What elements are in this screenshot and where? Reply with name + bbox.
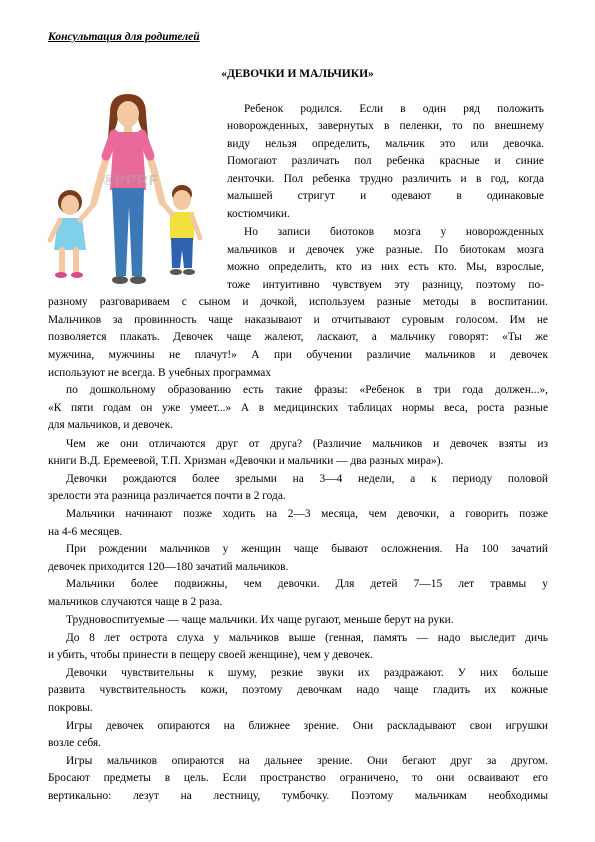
text-line: Чем же они отличаются друг от друга? (Различие мальчиков и девочек взяты из [66, 438, 548, 450]
text-line: Девочки чувствительны к шуму, резкие звуки их раздражают. У них больше [66, 667, 548, 679]
text-line: мужчина, мужчины не плачут!» А при обучении различие мальчиков и девочек [48, 349, 548, 361]
text-line: малышей стригут и одевают в одинаковые [227, 190, 544, 202]
text-line: ленточки. Пол ребенка трудно различить и в год, когда [227, 173, 544, 185]
text-line: и убить, чтобы принести в пещеру своей женщине), чем у девочек. [48, 649, 374, 661]
text-line: Ребенок родился. Если в один ряд положить [244, 103, 544, 115]
text-line: можно определить, кто из них есть кто. Мы, взрослые, [227, 261, 544, 273]
text-line: Мальчики более подвижны, чем девочки. Для детей 7—15 лет травмы у [66, 578, 548, 590]
text-line: До 8 лет острота слуха у мальчиков выше (генная, память — надо выследит дичь [66, 632, 548, 644]
text-line: новорожденных, завернутых в пеленки, то по внешнему [227, 120, 544, 132]
text-line: Трудновоспитуемые — чаще мальчики. Их чаще ругают, меньше берут на руки. [66, 614, 454, 626]
text-line: Игры девочек опираются на ближнее зрение. Они раскладывают свои игрушки [66, 720, 548, 732]
text-line: Помогают различать пол ребенка красные и синие [227, 155, 544, 167]
text-line: книги В.Д. Еремеевой, Т.П. Хризман «Девочки и мальчики — два разных мира»). [48, 455, 444, 467]
text-line: При рождении мальчиков у женщин чаще бывают осложнения. На 100 зачатий [66, 543, 548, 555]
watermark-text: ®PPRF [103, 172, 160, 189]
text-line: «К пяти годам он уже умеет...» А в медицинских таблицах нормы веса, роста разные [48, 402, 548, 414]
text-line: разному разговариваем с сыном и дочкой, используем разные методы в воспитании. [48, 296, 548, 308]
document-title: «ДЕВОЧКИ И МАЛЬЧИКИ» [221, 68, 374, 80]
text-line: Но записи биотоков мозга у новорожденных [244, 226, 544, 238]
text-line: используют не всегда. В учебных программах [48, 367, 272, 379]
text-line: тоже интуитивно чувствуем эту разницу, поэтому по- [227, 279, 544, 291]
text-line: по дошкольному образованию есть такие фразы: «Ребенок в три года должен...», [66, 384, 548, 396]
text-line: мальчиков и девочек уже разные. По биотокам мозга [227, 244, 544, 256]
text-line: возле себя. [48, 737, 101, 749]
text-line: виду нельзя определить, мальчик это или девочка. [227, 138, 544, 150]
text-line: покровы. [48, 702, 93, 714]
text-line: позволяется плакать. Девочек чаще жалеют, ласкают, а мальчику говорят: «Ты же [48, 331, 548, 343]
text-line: зрелости эта разница различается почти в 2 года. [48, 490, 286, 502]
text-line: мальчиков случаются чаще в 2 раза. [48, 596, 223, 608]
text-line: Бросают предметы в цель. Если пространство ограничено, то они осваивают его [48, 772, 548, 784]
text-line: Игры мальчиков опираются на дальнее зрение. Они бегают друг за другом. [66, 755, 548, 767]
text-line: костюмчики. [227, 208, 290, 220]
mother-with-children-illustration [40, 90, 220, 290]
text-line: Мальчики начинают позже ходить на 2—3 месяца, чем девочки, а говорить позже [66, 508, 548, 520]
text-line: для мальчиков, и девочек. [48, 419, 174, 431]
text-line: девочек приходится 120—180 зачатий мальчиков. [48, 561, 289, 573]
text-line: Мальчиков за провинность чаще наказывают и отчитывают суровым голосом. Им не [48, 314, 548, 326]
text-line: вертикально: лезут на лестницу, тумбочку. Поэтому мальчикам необходимы [48, 790, 548, 802]
text-line: развита чувствительность кожи, поэтому девочкам надо чаще гладить их кожные [48, 684, 548, 696]
document-header: Консультация для родителей [48, 31, 200, 43]
text-line: на 4-6 месяцев. [48, 526, 123, 538]
text-line: Девочки рождаются более зрелыми на 3—4 недели, а к периоду половой [66, 473, 548, 485]
